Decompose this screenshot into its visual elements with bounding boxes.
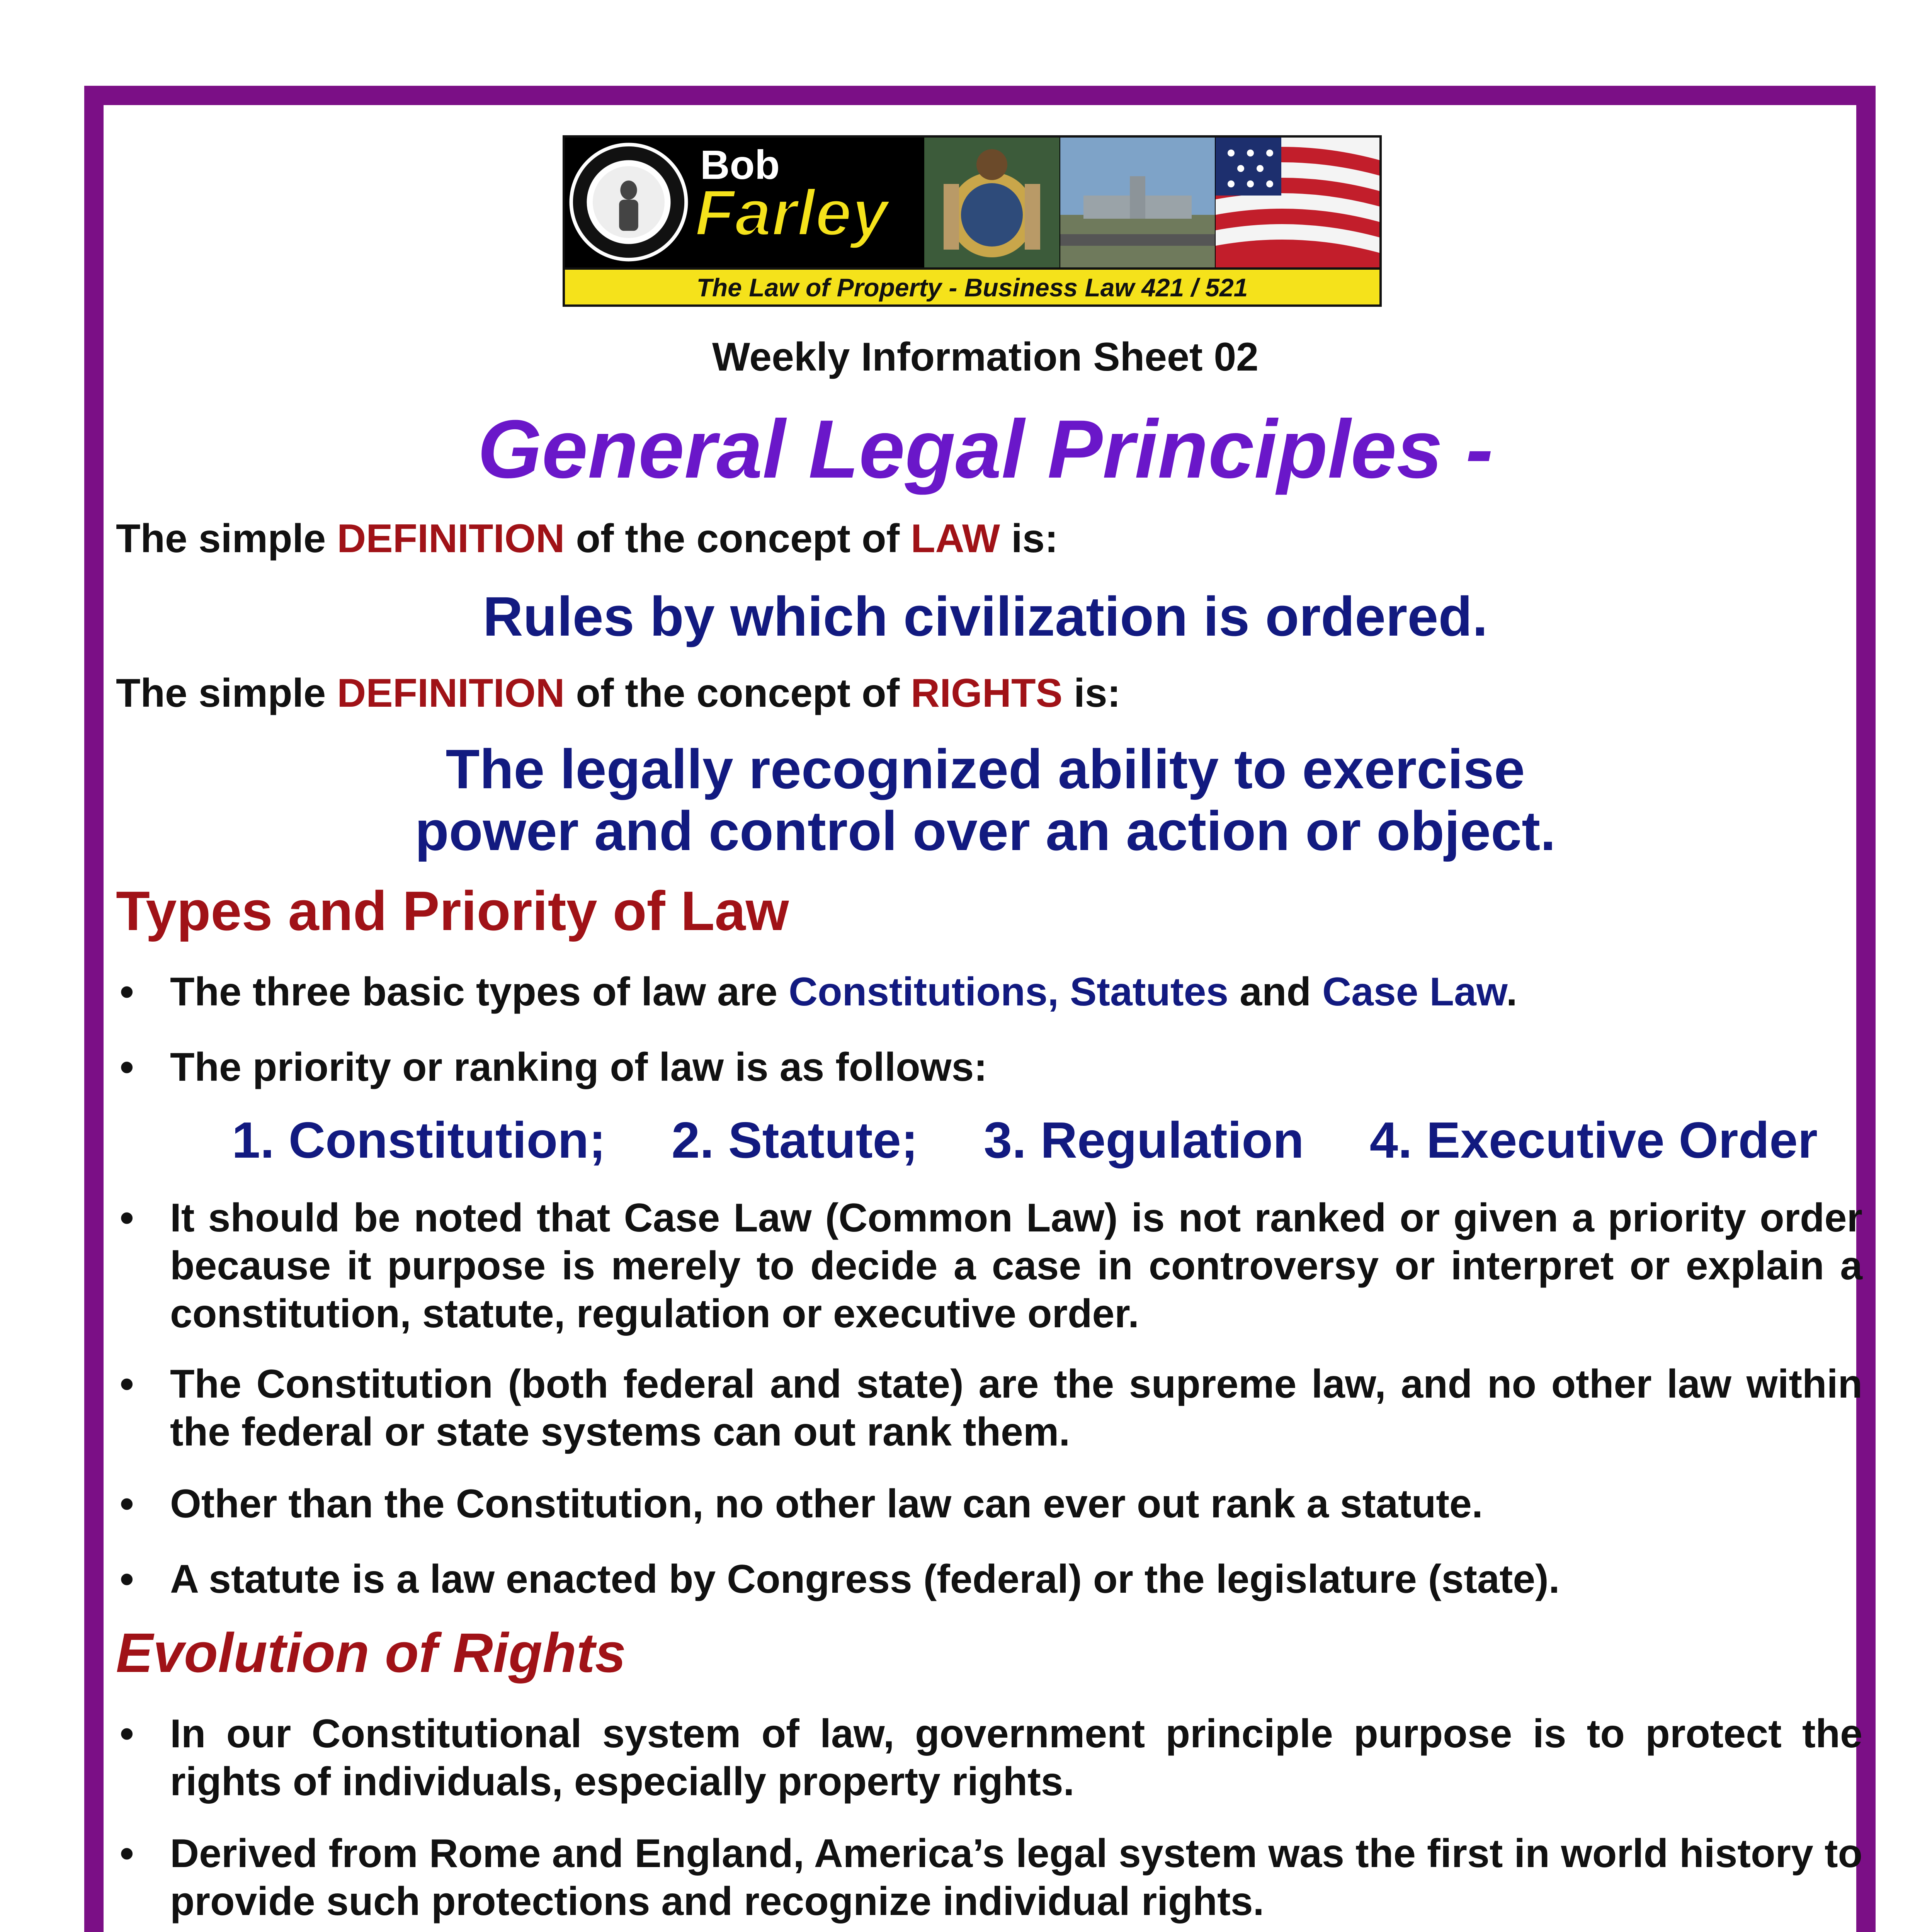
law-definition-prompt: The simple DEFINITION of the concept of LAW is: bbox=[116, 516, 1058, 561]
priority-item: 1. Constitution; bbox=[232, 1112, 606, 1168]
types-bullet-4: • The Constitution (both federal and state) are the supreme law, and no other law within the federal or state systems can out rank them. bbox=[170, 1360, 1862, 1456]
types-bullet-1: • The three basic types of law are Constitutions, Statutes and Case Law. bbox=[170, 968, 1862, 1016]
banner-course-title: The Law of Property - Business Law 421 / 521 bbox=[565, 267, 1379, 307]
priority-item: 3. Regulation bbox=[983, 1112, 1304, 1168]
page-title: General Legal Principles - bbox=[477, 403, 1493, 495]
campus-photo bbox=[1060, 138, 1215, 267]
rights-definition-answer-line1: The legally recognized ability to exercise bbox=[446, 738, 1525, 800]
types-heading: Types and Priority of Law bbox=[116, 880, 789, 942]
priority-item: 4. Executive Order bbox=[1369, 1112, 1818, 1168]
university-seal-icon bbox=[569, 142, 689, 262]
types-bullet-2: • The priority or ranking of law is as follows: bbox=[170, 1043, 1862, 1091]
american-flag-image bbox=[1216, 138, 1382, 267]
types-bullet-5: • Other than the Constitution, no other law can ever out rank a statute. bbox=[170, 1480, 1862, 1528]
priority-item: 2. Statute; bbox=[671, 1112, 918, 1168]
evolution-bullet-1: • In our Constitutional system of law, government principle purpose is to protect the rights of individuals, especially property rights. bbox=[170, 1710, 1862, 1806]
evolution-bullet-2: • Derived from Rome and England, America’s legal system was the first in world history to provide such protections and recognize individual rights. bbox=[170, 1830, 1862, 1925]
types-bullet-6: • A statute is a law enacted by Congress (federal) or the legislature (state). bbox=[170, 1555, 1862, 1603]
rights-definition-prompt: The simple DEFINITION of the concept of RIGHTS is: bbox=[116, 671, 1121, 716]
banner-first-name: Bob bbox=[700, 142, 780, 188]
sheet-label: Weekly Information Sheet 02 bbox=[712, 335, 1259, 379]
evolution-heading: Evolution of Rights bbox=[116, 1622, 626, 1684]
state-seal-image bbox=[924, 138, 1060, 267]
course-banner bbox=[563, 135, 1382, 307]
priority-list bbox=[232, 1111, 1855, 1169]
rights-definition-answer-line2: power and control over an action or object. bbox=[415, 800, 1556, 862]
types-bullet-3: • It should be noted that Case Law (Common Law) is not ranked or given a priority order because it purpose is merely to decide a case in controversy or interpret or explain a constitution, statute, regulation or executive order. bbox=[170, 1194, 1862, 1338]
law-definition-answer: Rules by which civilization is ordered. bbox=[483, 585, 1488, 648]
banner-last-name: Farley bbox=[695, 176, 888, 250]
